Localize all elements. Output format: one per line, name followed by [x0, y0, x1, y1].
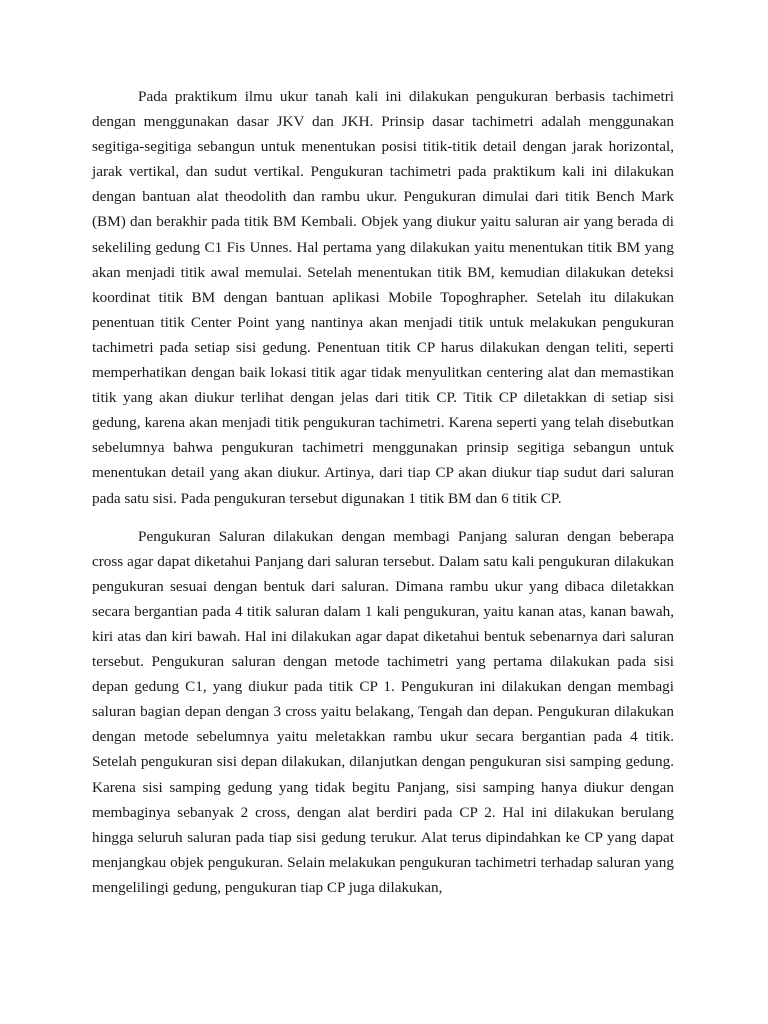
paragraph-2: Pengukuran Saluran dilakukan dengan membagi Panjang saluran dengan beberapa cross agar dapat diketahui Panjang dari saluran tersebut. Dalam satu kali pengukuran dilakukan pengukuran sesuai dengan bentuk dari saluran. Dimana rambu ukur yang dibaca diletakkan secara bergantian pada 4 titik saluran dalam 1 kali pengukuran, yaitu kanan atas, kanan bawah, kiri atas dan kiri bawah. Hal ini dilakukan agar dapat diketahui bentuk sebenarnya dari saluran tersebut. Pengukuran saluran dengan metode tachimetri yang pertama dilakukan pada sisi depan gedung C1, yang diukur pada titik CP 1. Pengukuran ini dilakukan dengan membagi saluran bagian depan dengan 3 cross yaitu belakang, Tengah dan depan. Pengukuran dilakukan dengan metode sebelumnya yaitu meletakkan rambu ukur secara bergantian pada 4 titik. Setelah pengukuran sisi depan dilakukan, dilanjutkan dengan pengukuran sisi samping gedung. Karena sisi samping gedung yang tidak begitu Panjang, sisi samping hanya diukur dengan membaginya sebanyak 2 cross, dengan alat berdiri pada CP 2. Hal ini dilakukan berulang hingga seluruh saluran pada tiap sisi gedung terukur. Alat terus dipindahkan ke CP yang dapat menjangkau objek pengukuran. Selain melakukan pengukuran tachimetri terhadap saluran yang mengelilingi gedung, pengukuran tiap CP juga dilakukan,	[92, 527, 674, 896]
body-text	[92, 84, 674, 900]
paragraph-1: Pada praktikum ilmu ukur tanah kali ini dilakukan pengukuran berbasis tachimetri dengan menggunakan dasar JKV dan JKH. Prinsip dasar tachimetri adalah menggunakan segitiga-segitiga sebangun untuk menentukan posisi titik-titik detail dengan jarak horizontal, jarak vertikal, dan sudut vertikal. Pengukuran tachimetri pada praktikum kali ini dilakukan dengan bantuan alat theodolith dan rambu ukur. Pengukuran dimulai dari titik Bench Mark (BM) dan berakhir pada titik BM Kembali. Objek yang diukur yaitu saluran air yang berada di sekeliling gedung C1 Fis Unnes. Hal pertama yang dilakukan yaitu menentukan titik BM yang akan menjadi titik awal memulai. Setelah menentukan titik BM, kemudian dilakukan deteksi koordinat titik BM dengan bantuan aplikasi Mobile Topoghrapher. Setelah itu dilakukan penentuan titik Center Point yang nantinya akan menjadi titik untuk melakukan pengukuran tachimetri pada setiap sisi gedung. Penentuan titik CP harus dilakukan dengan teliti, seperti memperhatikan dengan baik lokasi titik agar tidak menyulitkan centering alat dan memastikan titik yang akan diukur terlihat dengan jelas dari titik CP. Titik CP diletakkan di setiap sisi gedung, karena akan menjadi titik pengukuran tachimetri. Karena seperti yang telah disebutkan sebelumnya bahwa pengukuran tachimetri menggunakan prinsip segitiga sebangun untuk menentukan detail yang akan diukur. Artinya, dari tiap CP akan diukur tiap sudut dari saluran pada satu sisi. Pada pengukuran tersebut digunakan 1 titik BM dan 6 titik CP.	[92, 88, 674, 507]
